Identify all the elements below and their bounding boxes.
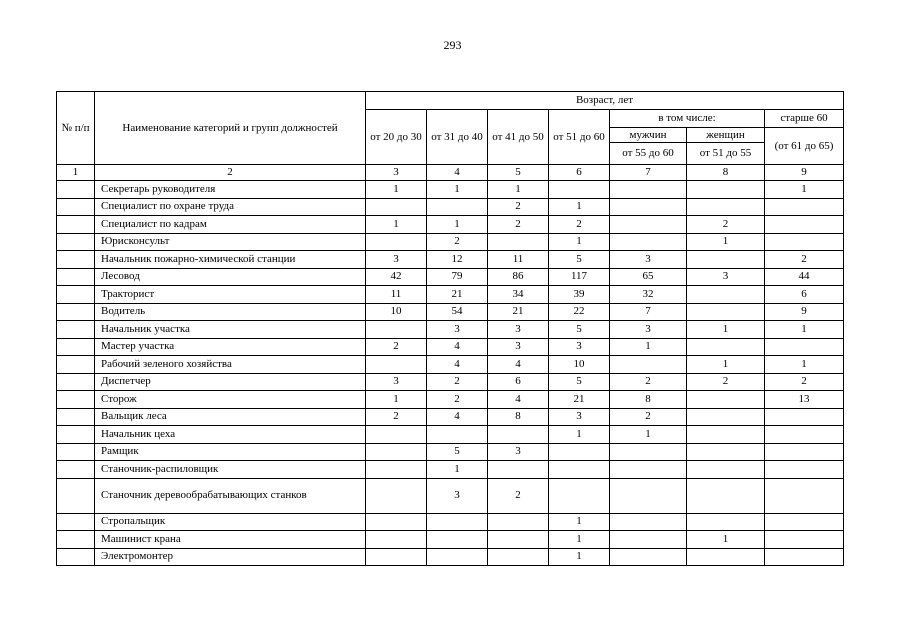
value-cell: 1: [549, 198, 610, 216]
value-cell: 1: [765, 356, 844, 374]
row-number-cell: [57, 408, 95, 426]
table-row: [57, 513, 844, 531]
value-cell: [610, 548, 687, 566]
header-age: Возраст, лет: [366, 92, 844, 110]
value-cell: [488, 531, 549, 549]
row-number-cell: [57, 251, 95, 269]
table-row: [57, 478, 844, 513]
value-cell: [687, 443, 765, 461]
position-name: Стропальщик: [95, 513, 366, 531]
value-cell: 21: [549, 391, 610, 409]
value-cell: [687, 181, 765, 199]
header-older-60: старше 60: [765, 110, 844, 128]
row-number-cell: [57, 216, 95, 234]
position-name: Начальник цеха: [95, 426, 366, 444]
value-cell: 39: [549, 286, 610, 304]
value-cell: [366, 461, 427, 479]
header-women: женщин: [687, 128, 764, 143]
value-cell: 1: [687, 321, 765, 339]
value-cell: [687, 513, 765, 531]
value-cell: [765, 338, 844, 356]
position-name: Машинист крана: [95, 531, 366, 549]
value-cell: [687, 251, 765, 269]
value-cell: 2: [366, 338, 427, 356]
value-cell: 1: [765, 181, 844, 199]
value-cell: 3: [488, 443, 549, 461]
value-cell: 5: [549, 373, 610, 391]
table-row: [57, 216, 844, 234]
value-cell: 11: [366, 286, 427, 304]
table-row: [57, 303, 844, 321]
table-row: [57, 356, 844, 374]
value-cell: [488, 233, 549, 251]
value-cell: [687, 478, 765, 513]
value-cell: 10: [366, 303, 427, 321]
value-cell: [765, 426, 844, 444]
value-cell: [765, 233, 844, 251]
value-cell: 54: [427, 303, 488, 321]
value-cell: [765, 531, 844, 549]
value-cell: [366, 356, 427, 374]
row-number-cell: [57, 233, 95, 251]
value-cell: 2: [610, 408, 687, 426]
table-row: [57, 548, 844, 566]
value-cell: [366, 478, 427, 513]
position-name: Мастер участка: [95, 338, 366, 356]
row-number-cell: [57, 513, 95, 531]
value-cell: 2: [765, 373, 844, 391]
table-row: [57, 531, 844, 549]
position-name: Станочник-распиловщик: [95, 461, 366, 479]
age-structure-table: [56, 91, 844, 566]
table-row: [57, 426, 844, 444]
row-number-cell: [57, 321, 95, 339]
header-older-range: (от 61 до 65): [765, 128, 844, 165]
value-cell: 8: [610, 391, 687, 409]
value-cell: [366, 548, 427, 566]
value-cell: [610, 461, 687, 479]
value-cell: [549, 181, 610, 199]
position-name: Лесовод: [95, 268, 366, 286]
value-cell: [366, 198, 427, 216]
col-number: 6: [549, 165, 610, 181]
value-cell: 79: [427, 268, 488, 286]
value-cell: [610, 216, 687, 234]
position-name: Начальник участка: [95, 321, 366, 339]
value-cell: 2: [610, 373, 687, 391]
value-cell: 2: [687, 216, 765, 234]
value-cell: [427, 548, 488, 566]
value-cell: 13: [765, 391, 844, 409]
value-cell: 1: [549, 426, 610, 444]
value-cell: 3: [549, 338, 610, 356]
value-cell: [427, 513, 488, 531]
row-number-cell: [57, 198, 95, 216]
value-cell: 2: [765, 251, 844, 269]
value-cell: 1: [549, 233, 610, 251]
col-number: 5: [488, 165, 549, 181]
row-number-cell: [57, 426, 95, 444]
value-cell: 2: [488, 198, 549, 216]
value-cell: 1: [366, 181, 427, 199]
col-number: 1: [57, 165, 95, 181]
position-name: Специалист по охране труда: [95, 198, 366, 216]
col-number: 4: [427, 165, 488, 181]
value-cell: [687, 548, 765, 566]
value-cell: 3: [687, 268, 765, 286]
value-cell: 65: [610, 268, 687, 286]
value-cell: [765, 478, 844, 513]
value-cell: [765, 216, 844, 234]
value-cell: 4: [427, 408, 488, 426]
value-cell: [687, 426, 765, 444]
table-row: [57, 251, 844, 269]
value-cell: 21: [488, 303, 549, 321]
position-name: Сторож: [95, 391, 366, 409]
table-body: [57, 181, 844, 566]
value-cell: 3: [488, 338, 549, 356]
value-cell: [366, 233, 427, 251]
row-number-cell: [57, 531, 95, 549]
row-number-cell: [57, 461, 95, 479]
row-number-cell: [57, 268, 95, 286]
value-cell: 5: [427, 443, 488, 461]
value-cell: [366, 531, 427, 549]
header-age-51-60: от 51 до 60: [549, 110, 610, 165]
value-cell: 5: [549, 251, 610, 269]
value-cell: 3: [610, 251, 687, 269]
row-number-cell: [57, 443, 95, 461]
value-cell: [610, 181, 687, 199]
value-cell: 21: [427, 286, 488, 304]
value-cell: 42: [366, 268, 427, 286]
value-cell: [427, 198, 488, 216]
value-cell: 3: [427, 321, 488, 339]
table-row: [57, 233, 844, 251]
header-men: мужчин: [610, 128, 686, 143]
row-number-cell: [57, 373, 95, 391]
value-cell: [687, 461, 765, 479]
col-number: 7: [610, 165, 687, 181]
value-cell: 1: [610, 338, 687, 356]
value-cell: [765, 513, 844, 531]
value-cell: [765, 461, 844, 479]
header-age-31-40: от 31 до 40: [427, 110, 488, 165]
position-name: Вальщик леса: [95, 408, 366, 426]
table-row: [57, 338, 844, 356]
value-cell: 2: [549, 216, 610, 234]
value-cell: [488, 426, 549, 444]
value-cell: [687, 338, 765, 356]
header-men-cell: [610, 128, 687, 165]
value-cell: [765, 198, 844, 216]
value-cell: 7: [610, 303, 687, 321]
value-cell: [366, 426, 427, 444]
position-name: Начальник пожарно-химической станции: [95, 251, 366, 269]
value-cell: [427, 426, 488, 444]
header-num: № п/п: [57, 92, 95, 165]
value-cell: 1: [549, 513, 610, 531]
row-number-cell: [57, 338, 95, 356]
value-cell: 2: [427, 391, 488, 409]
col-number: 9: [765, 165, 844, 181]
value-cell: [765, 548, 844, 566]
value-cell: 2: [366, 408, 427, 426]
value-cell: 1: [687, 233, 765, 251]
value-cell: 1: [765, 321, 844, 339]
table-row: [57, 461, 844, 479]
position-name: Водитель: [95, 303, 366, 321]
value-cell: [610, 443, 687, 461]
value-cell: [549, 443, 610, 461]
value-cell: 1: [687, 356, 765, 374]
value-cell: 5: [549, 321, 610, 339]
table-row: [57, 443, 844, 461]
value-cell: 2: [427, 373, 488, 391]
table-row: [57, 181, 844, 199]
table-row: [57, 198, 844, 216]
value-cell: [549, 478, 610, 513]
value-cell: [488, 548, 549, 566]
table-row: [57, 391, 844, 409]
value-cell: 4: [427, 356, 488, 374]
row-number-cell: [57, 181, 95, 199]
value-cell: 2: [687, 373, 765, 391]
value-cell: 3: [366, 373, 427, 391]
value-cell: [610, 478, 687, 513]
position-name: Секретарь руководителя: [95, 181, 366, 199]
value-cell: 8: [488, 408, 549, 426]
table-row: [57, 373, 844, 391]
row-number-cell: [57, 356, 95, 374]
value-cell: [687, 286, 765, 304]
value-cell: [366, 443, 427, 461]
value-cell: [366, 513, 427, 531]
row-number-cell: [57, 478, 95, 513]
col-number: 2: [95, 165, 366, 181]
value-cell: [687, 303, 765, 321]
table-row: [57, 268, 844, 286]
value-cell: 117: [549, 268, 610, 286]
value-cell: [610, 198, 687, 216]
value-cell: [366, 321, 427, 339]
table-row: [57, 321, 844, 339]
value-cell: [765, 443, 844, 461]
value-cell: 1: [366, 216, 427, 234]
value-cell: 1: [488, 181, 549, 199]
row-number-cell: [57, 286, 95, 304]
position-name: Диспетчер: [95, 373, 366, 391]
value-cell: 32: [610, 286, 687, 304]
value-cell: [610, 531, 687, 549]
value-cell: [687, 391, 765, 409]
value-cell: 3: [549, 408, 610, 426]
table-header: [57, 92, 844, 181]
value-cell: 2: [488, 478, 549, 513]
value-cell: 2: [427, 233, 488, 251]
header-age-20-30: от 20 до 30: [366, 110, 427, 165]
value-cell: 86: [488, 268, 549, 286]
value-cell: 34: [488, 286, 549, 304]
position-name: Рамщик: [95, 443, 366, 461]
value-cell: [427, 531, 488, 549]
position-name: Станочник деревообрабатывающих станков: [95, 478, 366, 513]
value-cell: 44: [765, 268, 844, 286]
row-number-cell: [57, 548, 95, 566]
value-cell: [610, 513, 687, 531]
value-cell: 6: [488, 373, 549, 391]
value-cell: [488, 461, 549, 479]
value-cell: 4: [488, 391, 549, 409]
value-cell: [549, 461, 610, 479]
value-cell: 1: [610, 426, 687, 444]
page-number: 293: [443, 38, 462, 52]
value-cell: 10: [549, 356, 610, 374]
value-cell: 6: [765, 286, 844, 304]
value-cell: 22: [549, 303, 610, 321]
header-men-range: от 55 до 60: [622, 147, 674, 159]
value-cell: 4: [488, 356, 549, 374]
value-cell: 1: [366, 391, 427, 409]
position-name: Специалист по кадрам: [95, 216, 366, 234]
header-women-cell: [687, 128, 765, 165]
header-including: в том числе:: [610, 110, 765, 128]
row-number-cell: [57, 303, 95, 321]
header-women-range: от 51 до 55: [699, 147, 752, 159]
value-cell: 4: [427, 338, 488, 356]
value-cell: [610, 233, 687, 251]
value-cell: 1: [687, 531, 765, 549]
value-cell: [610, 356, 687, 374]
value-cell: 3: [488, 321, 549, 339]
header-name: Наименование категорий и групп должностей: [95, 92, 366, 165]
row-number-cell: [57, 391, 95, 409]
value-cell: 9: [765, 303, 844, 321]
table-row: [57, 408, 844, 426]
position-name: Рабочий зеленого хозяйства: [95, 356, 366, 374]
value-cell: 3: [427, 478, 488, 513]
position-name: Тракторист: [95, 286, 366, 304]
value-cell: [687, 198, 765, 216]
value-cell: 12: [427, 251, 488, 269]
value-cell: 1: [427, 181, 488, 199]
value-cell: [765, 408, 844, 426]
value-cell: 11: [488, 251, 549, 269]
value-cell: 1: [549, 548, 610, 566]
value-cell: 1: [427, 216, 488, 234]
position-name: Юрисконсульт: [95, 233, 366, 251]
table-row: [57, 286, 844, 304]
value-cell: [687, 408, 765, 426]
value-cell: [488, 513, 549, 531]
header-age-41-50: от 41 до 50: [488, 110, 549, 165]
position-name: Электромонтер: [95, 548, 366, 566]
value-cell: 1: [427, 461, 488, 479]
value-cell: 3: [366, 251, 427, 269]
col-number: 8: [687, 165, 765, 181]
value-cell: 3: [610, 321, 687, 339]
col-number: 3: [366, 165, 427, 181]
value-cell: 2: [488, 216, 549, 234]
value-cell: 1: [549, 531, 610, 549]
column-numbers-row: [57, 165, 844, 181]
